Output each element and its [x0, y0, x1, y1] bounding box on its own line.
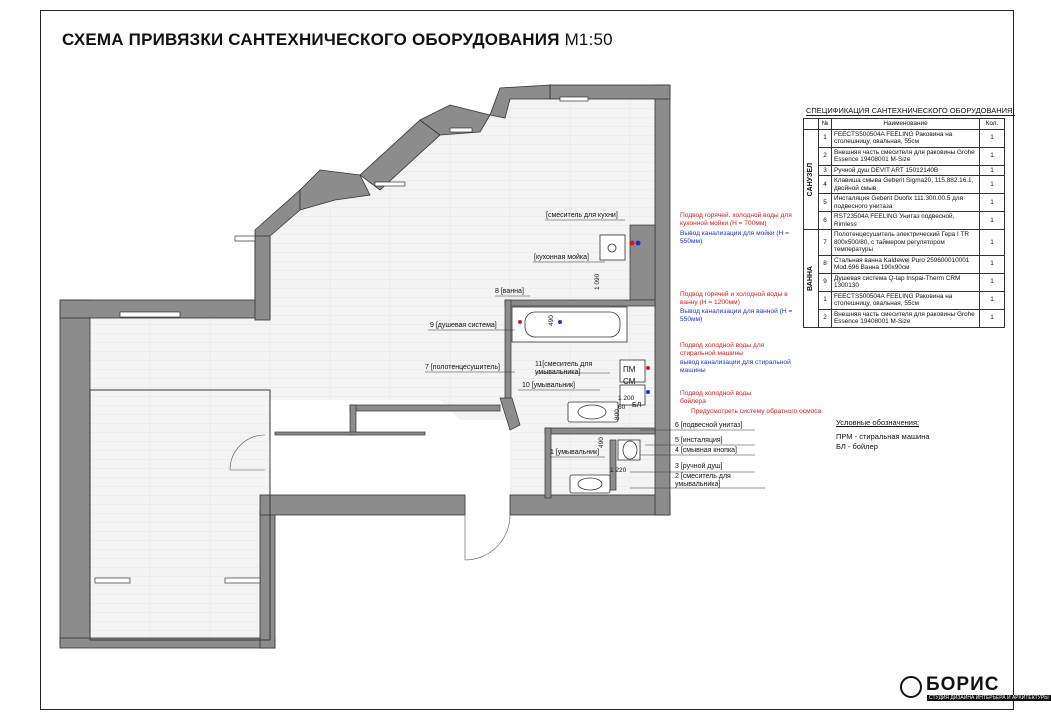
- dim-800: 800: [614, 409, 621, 420]
- legend: [836, 418, 930, 452]
- spec-row-number: 1: [819, 129, 832, 147]
- bathtub: [512, 307, 627, 342]
- spec-row: [804, 291, 1005, 309]
- label-prm: ПМ: [623, 365, 636, 374]
- dim-1090: 1 090: [594, 273, 601, 290]
- spec-row-qty: 1: [980, 230, 1005, 256]
- spec-row-number: 2: [819, 147, 832, 165]
- label-toilet: 6 [подвесной унитаз]: [675, 422, 743, 429]
- spec-row-number: 8: [819, 255, 832, 273]
- label-hand-shower: 3 [ручной душ]: [675, 463, 723, 470]
- label-sm: СМ: [623, 377, 636, 386]
- spec-row-number: 5: [819, 194, 832, 212]
- note-bath-water: Подвод горячей и холодной воды в ванну (H = 1200мм): [680, 291, 788, 306]
- spec-row-number: 4: [819, 176, 832, 194]
- note-bath-drain: Вывод канализации для ванной (H = 550мм): [680, 308, 793, 323]
- spec-row-qty: 1: [980, 273, 1005, 291]
- spec-head-name: Наименование: [832, 119, 980, 130]
- label-installation: 5 [инсталяция]: [675, 437, 723, 444]
- spec-row-qty: 1: [980, 309, 1005, 327]
- spec-row-qty: 1: [980, 147, 1005, 165]
- label-mixer-11: 11[смеситель для умывальника]: [535, 361, 593, 376]
- logo-subtitle: СТУДИЯ ДИЗАЙНА ИНТЕРЬЕРА И АРХИТЕКТУРЫ: [929, 695, 1049, 701]
- label-boiler: БЛ: [632, 402, 642, 409]
- note-kitchen-drain: Вывод канализации для мойки (H = 550мм): [680, 230, 789, 245]
- spec-row-qty: 1: [980, 194, 1005, 212]
- spec-row-number: 7: [819, 230, 832, 256]
- spec-row-qty: 1: [980, 212, 1005, 230]
- spec-row-name: Клавиша смыва Geberit Sigma20, 115.882.16.1, двойной смыв: [832, 176, 980, 194]
- title-scale: М1:50: [564, 30, 613, 49]
- spec-row: [804, 129, 1005, 147]
- spec-head-qty: Кол.: [980, 119, 1005, 130]
- spec-row-qty: 1: [980, 176, 1005, 194]
- legend-item-prm: ПРМ - стиральная машина: [836, 432, 930, 441]
- dim-490-a: 490: [548, 315, 555, 326]
- label-bath: 8 [ванна]: [495, 288, 524, 295]
- spec-row: [804, 176, 1005, 194]
- legend-header: Условные обозначения:: [836, 418, 920, 427]
- spec-group-label: ВАННА: [807, 265, 815, 291]
- note-kitchen-water: Подвод горячей, холодной воды для кухонной мойки (H = 700мм): [680, 212, 792, 227]
- title-main: СХЕМА ПРИВЯЗКИ САНТЕХНИЧЕСКОГО ОБОРУДОВАНИЯ: [62, 30, 560, 49]
- spec-row: [804, 212, 1005, 230]
- spec-header-row: [804, 119, 1005, 130]
- label-flush-button: 4 [смывная кнопка]: [675, 447, 738, 454]
- spec-head-n: №: [819, 119, 832, 130]
- spec-row-qty: 1: [980, 129, 1005, 147]
- legend-item-boiler: БЛ - бойлер: [836, 442, 878, 451]
- label-shower-system: 9 [душевая система]: [430, 322, 497, 329]
- note-washer-drain: вывод канализации для стиральной машины: [680, 359, 791, 374]
- logo-name: БОРИС: [926, 674, 1000, 695]
- spec-row-number: 6: [819, 212, 832, 230]
- spec-row: [804, 273, 1005, 291]
- spec-row-name: FEECTS500504A FEELING Раковина на столешницу, овальная, 55см: [832, 291, 980, 309]
- spec-row-number: 1: [819, 291, 832, 309]
- dim-490-b: 490: [598, 437, 605, 448]
- spec-row-name: Инсталяция Geberit Duofix 111.300.00.5 для подвесного унитаза: [832, 194, 980, 212]
- spec-row: [804, 230, 1005, 256]
- label-kitchen-sink: [кухонная мойка]: [534, 254, 589, 261]
- logo-mark-icon: [900, 676, 922, 698]
- label-sink-10: 10 [умывальник]: [522, 382, 575, 389]
- spec-row-name: Ручной душ DEVIT ART 15012140B: [832, 165, 980, 176]
- label-mixer-2: 2 [смеситель для умывальника]: [675, 473, 731, 488]
- dim-1220: 1 220: [610, 467, 627, 474]
- note-osmosis: Предусмотреть систему обратного осмоса: [691, 408, 822, 415]
- label-sink-1: 1 [умывальник]: [550, 449, 600, 456]
- spec-row-name: Душевая система Q-tap Inspai-Therm CRM 1300130: [832, 273, 980, 291]
- spec-row-qty: 1: [980, 165, 1005, 176]
- dim-60: 60: [618, 404, 626, 411]
- spec-group-label: САНУЗЕЛ: [807, 162, 815, 196]
- spec-row: [804, 309, 1005, 327]
- spec-row-name: RST23504A FEELING Унитаз подвесной, Rimless: [832, 212, 980, 230]
- note-washer-water: Подвод холодной воды для стиральной машины: [680, 342, 765, 357]
- spec-row-name: Внешняя часть смесителя для раковины Grohe Essence 19408001 M-Size: [832, 309, 980, 327]
- spec-row-name: FEECTS500504A FEELING Раковина на столешницу, овальная, 55см: [832, 129, 980, 147]
- spec-title: СПЕЦИФИКАЦИЯ САНТЕХНИЧЕСКОГО ОБОРУДОВАНИЯ:: [806, 106, 1015, 115]
- spec-row-name: Полотенцесушитель электрический Гера I TR 800х500/80, с таймером регулятором температуры: [832, 230, 980, 256]
- spec-row-number: 9: [819, 273, 832, 291]
- spec-row-name: Внешняя часть смесителя для раковины Grohe Essence 19408001 M-Size: [832, 147, 980, 165]
- note-boiler-water: Подвод холодной воды бойлера: [680, 390, 752, 405]
- dim-1200: 1 200: [618, 395, 635, 402]
- spec-row-number: 3: [819, 165, 832, 176]
- spec-row: [804, 194, 1005, 212]
- spec-row: [804, 165, 1005, 176]
- spec-row: [804, 255, 1005, 273]
- label-kitchen-mixer: [смеситель для кухни]: [546, 212, 618, 219]
- spec-row-qty: 1: [980, 255, 1005, 273]
- spec-row-name: Стальная ванна Kaldewei Puro 259600010001 Mod.696 Ванна 190х90см: [832, 255, 980, 273]
- label-towel-dryer: 7 [полотенцесушитель]: [425, 364, 500, 371]
- spec-row: [804, 147, 1005, 165]
- spec-row-number: 2: [819, 309, 832, 327]
- spec-table: [803, 118, 1005, 328]
- spec-row-qty: 1: [980, 291, 1005, 309]
